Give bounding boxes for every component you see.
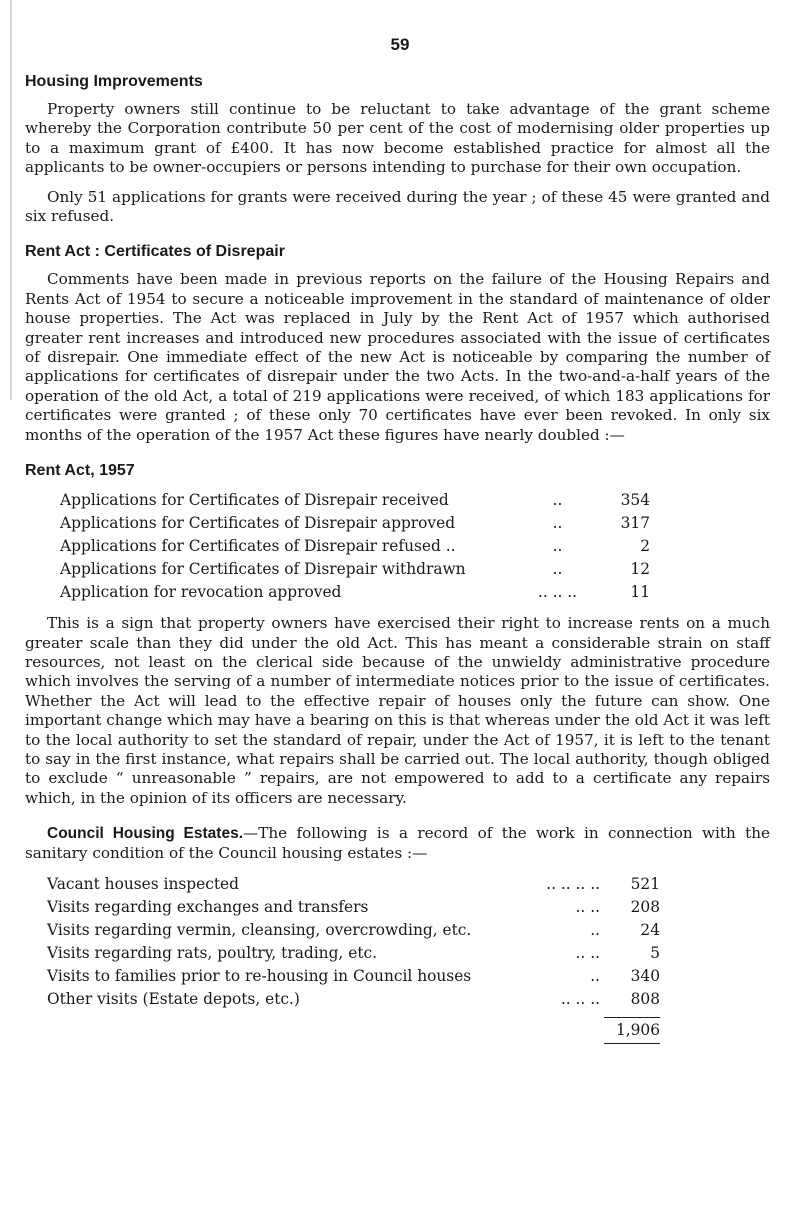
leader-dots: .. <box>590 920 600 939</box>
page-content <box>25 72 770 1060</box>
table-row <box>47 873 660 896</box>
binding-edge <box>10 0 12 400</box>
paragraph: Property owners still continue to be reluctant to take advantage of the grant scheme whereby the Corporation contribute 50 per cent of the cost of modernising older properties up to a maximum grant of £400. It has now become established practice for almost all the applicants to be owner-occupiers or persons intending to purchase for their own occupation. <box>25 100 770 177</box>
row-value: 24 <box>640 920 660 939</box>
paragraph-text: —The following is a record of the work in connection with the sanitary condition of the Council housing estates :— <box>25 824 770 862</box>
row-label: Applications for Certificates of Disrepair withdrawn <box>60 560 466 579</box>
row-label: Applications for Certificates of Disrepair approved <box>60 514 456 533</box>
leader-dots: .. .. <box>575 943 600 962</box>
row-value: 808 <box>630 989 660 1008</box>
row-value: 12 <box>630 560 650 579</box>
leader-dots: .. <box>552 537 563 556</box>
row-label: Other visits (Estate depots, etc.) <box>47 989 300 1008</box>
leader-dots: .. <box>552 560 563 579</box>
total-row <box>47 1017 660 1044</box>
row-value: 521 <box>630 874 660 893</box>
row-label: Visits to families prior to re-housing in Council houses <box>47 966 472 985</box>
leader-dots: .. .. .. <box>537 583 578 602</box>
rent-act-table <box>60 489 650 604</box>
row-value: 2 <box>640 537 650 556</box>
leader-dots: .. .. .. <box>560 989 600 1008</box>
table-row <box>60 535 650 558</box>
table-row <box>60 489 650 512</box>
section-rent-act-1957 <box>25 461 770 808</box>
table-row <box>47 919 660 942</box>
row-value: 5 <box>650 943 660 962</box>
section-council-estates <box>25 824 770 1044</box>
section-rent-act <box>25 242 770 445</box>
row-label: Visits regarding exchanges and transfers <box>47 897 369 916</box>
leader-dots: .. <box>552 514 563 533</box>
table-row <box>47 896 660 919</box>
table-row <box>60 581 650 604</box>
page-number: 59 <box>390 35 410 54</box>
section-heading: Rent Act, 1957 <box>25 462 135 480</box>
leader-dots: .. .. <box>575 897 600 916</box>
row-value: 317 <box>620 514 650 533</box>
table-row <box>47 965 660 988</box>
row-label: Visits regarding rats, poultry, trading, etc. <box>47 943 378 962</box>
row-label: Applications for Certificates of Disrepair received <box>60 491 449 510</box>
row-value: 208 <box>630 897 660 916</box>
row-label: Visits regarding vermin, cleansing, overcrowding, etc. <box>47 920 472 939</box>
table-row <box>60 558 650 581</box>
leader-dots: .. <box>590 966 600 985</box>
table-row <box>47 988 660 1011</box>
section-heading: Rent Act : Certificates of Disrepair <box>25 243 285 261</box>
row-label: Application for revocation approved <box>60 583 342 602</box>
council-estates-table <box>47 873 660 1011</box>
paragraph <box>25 824 770 863</box>
inline-heading: Council Housing Estates. <box>47 825 244 843</box>
total-value: 1,906 <box>604 1017 660 1044</box>
row-label: Applications for Certificates of Disrepair refused .. <box>60 537 456 556</box>
paragraph: Comments have been made in previous reports on the failure of the Housing Repairs and Rents Act of 1954 to secure a noticeable improvement in the standard of maintenance of older house properties. The Act was replaced in July by the Rent Act of 1957 which authorised greater rent increases and introduced new procedures associated with the issue of certificates of disrepair. One immediate effect of the new Act is noticeable by comparing the number of applications for certificates of disrepair under the two Acts. In the two-and-a-half years of the operation of the old Act, a total of 219 applications were received, of which 183 applications for certificates were granted ; of these only 70 certificates have ever been revoked. In only six months of the operation of the 1957 Act these figures have nearly doubled :— <box>25 270 770 444</box>
leader-dots: .. .. .. .. <box>546 874 600 893</box>
table-row <box>47 942 660 965</box>
section-heading: Housing Improvements <box>25 73 203 90</box>
paragraph: This is a sign that property owners have exercised their right to increase rents on a much greater scale than they did under the old Act. This has meant a considerable strain on staff resources, not least on the clerical side because of the unwieldy administrative procedure which involves the serving of a number of intermediate notices prior to the issue of certificates. Whether the Act will lead to the effective repair of houses only the future can show. One important change which may have a bearing on this is that whereas under the old Act it was left to the local authority to set the standard of repair, under the Act of 1957, it is left to the tenant to say in the first instance, what repairs shall be carried out. The local authority, though obliged to exclude “ unreasonable ” repairs, are not empowered to add to a certificate any repairs which, in the opinion of its officers are necessary. <box>25 614 770 807</box>
section-housing-improvements <box>25 72 770 226</box>
table-row <box>60 512 650 535</box>
leader-dots: .. <box>552 491 563 510</box>
row-label: Vacant houses inspected <box>47 874 240 893</box>
row-value: 11 <box>630 583 650 602</box>
row-value: 354 <box>620 491 650 510</box>
row-value: 340 <box>630 966 660 985</box>
paragraph: Only 51 applications for grants were received during the year ; of these 45 were granted and six refused. <box>25 187 770 226</box>
